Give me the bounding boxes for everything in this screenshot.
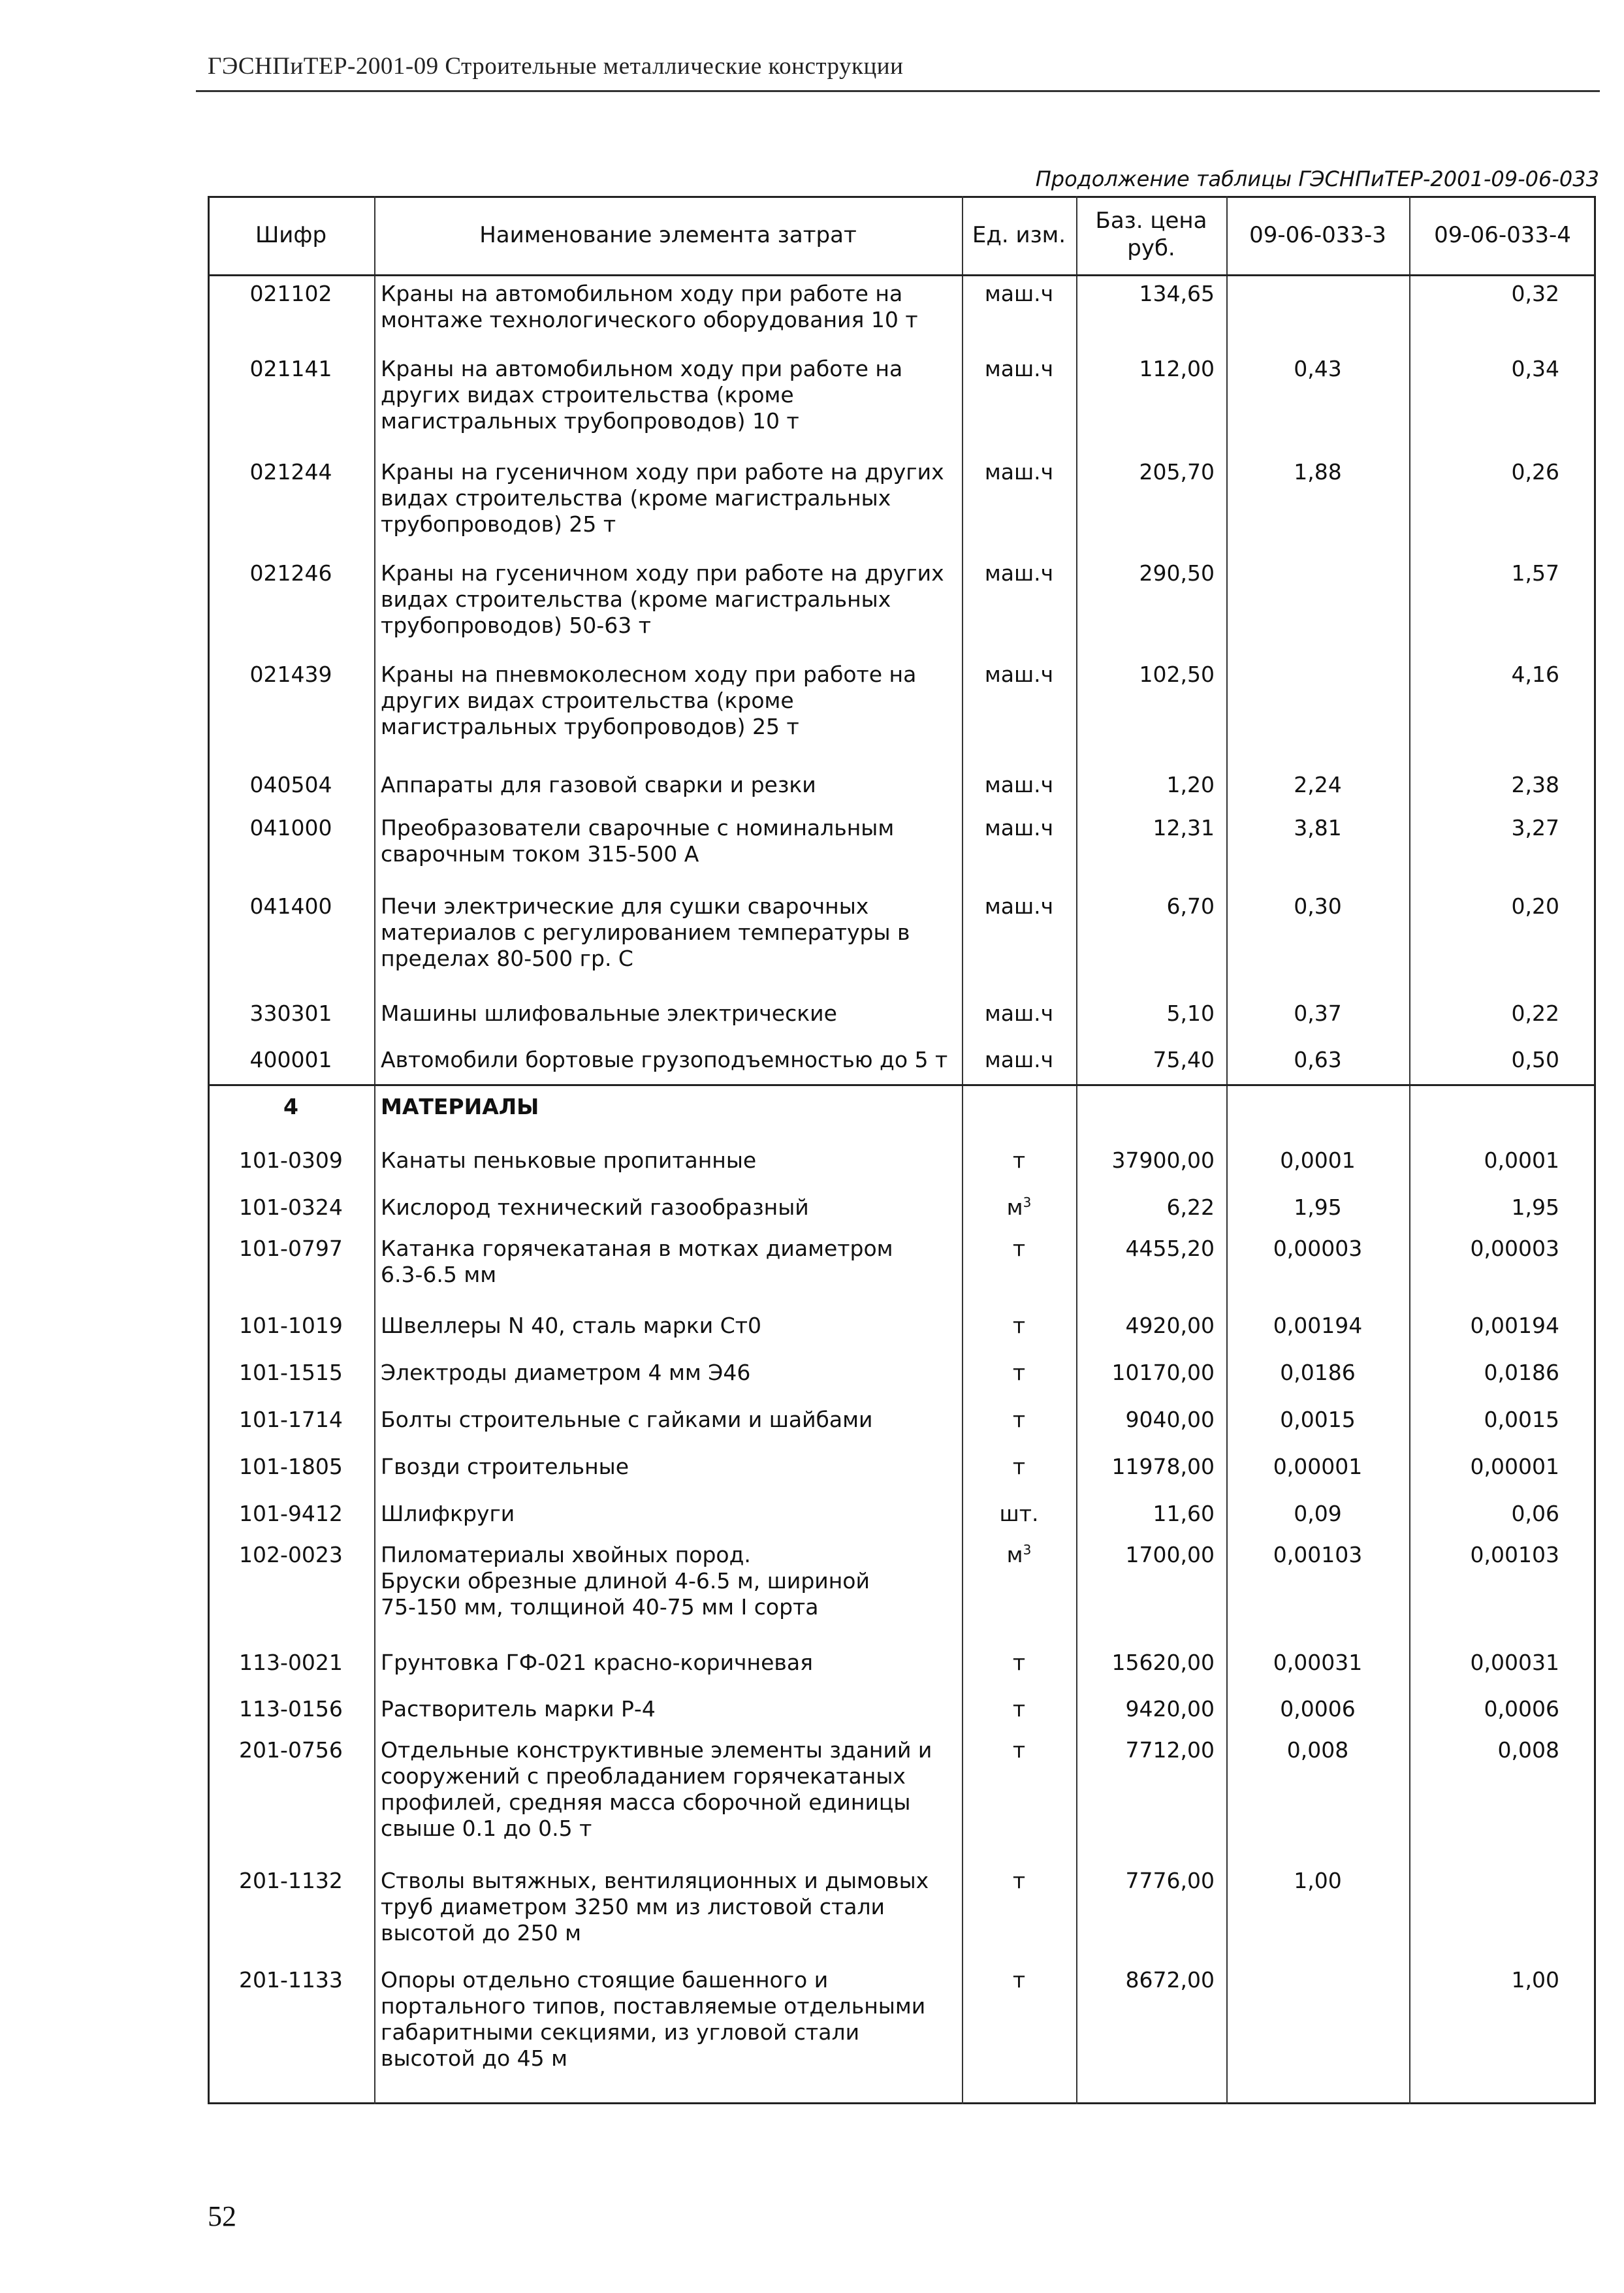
row-code: 113-0021 <box>239 1650 343 1675</box>
row-base-price: 7712,00 <box>1125 1737 1215 1763</box>
row-unit: маш.ч <box>984 815 1054 841</box>
row-value-09-06-033-3: 0,09 <box>1294 1501 1342 1526</box>
row-unit: т <box>1012 1737 1026 1763</box>
row-name: Преобразователи сварочные с номинальным сварочным током 315-500 А <box>381 815 895 867</box>
row-code: 101-9412 <box>239 1501 343 1526</box>
row-name: Аппараты для газовой сварки и резки <box>381 772 816 797</box>
row-base-price: 15620,00 <box>1111 1650 1215 1675</box>
row-base-price: 134,65 <box>1139 281 1215 306</box>
row-base-price: 5,10 <box>1166 1001 1215 1026</box>
row-name: Растворитель марки Р-4 <box>381 1696 656 1722</box>
row-code: 101-1714 <box>239 1407 343 1432</box>
row-unit: маш.ч <box>984 1047 1054 1072</box>
header-rule <box>196 90 1600 92</box>
row-unit: т <box>1012 1696 1026 1722</box>
row-code: 021141 <box>249 356 332 381</box>
row-unit: маш.ч <box>984 772 1054 797</box>
row-value-09-06-033-3: 0,0186 <box>1280 1360 1356 1385</box>
col-header-name: Наименование элемента затрат <box>479 222 857 248</box>
row-value-09-06-033-4: 0,20 <box>1511 893 1559 919</box>
row-value-09-06-033-4: 0,0186 <box>1484 1360 1559 1385</box>
row-base-price: 12,31 <box>1153 815 1215 841</box>
col-header-09-06-033-3: 09-06-033-3 <box>1249 222 1386 248</box>
row-value-09-06-033-3: 1,95 <box>1294 1195 1342 1220</box>
row-value-09-06-033-3: 1,88 <box>1294 459 1342 485</box>
running-header: ГЭСНПиТЕР-2001-09 Строительные металлические конструкции <box>208 53 904 80</box>
row-base-price: 112,00 <box>1139 356 1215 381</box>
row-code: 102-0023 <box>239 1542 343 1567</box>
unit-superscript: 3 <box>1023 1195 1032 1210</box>
row-value-09-06-033-3: 0,008 <box>1286 1737 1349 1763</box>
row-value-09-06-033-3: 1,00 <box>1294 1868 1342 1893</box>
row-unit: т <box>1012 1650 1026 1675</box>
row-value-09-06-033-4: 0,34 <box>1511 356 1559 381</box>
row-unit: т <box>1012 1313 1026 1338</box>
row-code: 041400 <box>249 893 332 919</box>
row-code: 330301 <box>249 1001 332 1026</box>
row-unit: т <box>1012 1236 1026 1261</box>
row-value-09-06-033-3: 0,00003 <box>1273 1236 1363 1261</box>
row-unit: маш.ч <box>984 893 1054 919</box>
row-name: Кислород технический газообразный <box>381 1195 809 1220</box>
page-number: 52 <box>208 2200 236 2232</box>
row-base-price: 4455,20 <box>1125 1236 1215 1261</box>
row-code: 041000 <box>249 815 332 841</box>
row-value-09-06-033-4: 3,27 <box>1511 815 1559 841</box>
row-name: Гвозди строительные <box>381 1454 629 1479</box>
row-value-09-06-033-3: 0,0015 <box>1280 1407 1356 1432</box>
row-value-09-06-033-3: 3,81 <box>1294 815 1342 841</box>
row-unit: маш.ч <box>984 560 1054 586</box>
section-divider <box>208 1084 1596 1086</box>
row-value-09-06-033-3: 0,00194 <box>1273 1313 1363 1338</box>
row-unit: маш.ч <box>984 459 1054 485</box>
row-value-09-06-033-4: 0,22 <box>1511 1001 1559 1026</box>
row-value-09-06-033-4: 2,38 <box>1511 772 1559 797</box>
row-value-09-06-033-4: 0,0015 <box>1484 1407 1559 1432</box>
row-name: Краны на гусеничном ходу при работе на других видах строительства (кроме магистральных трубопроводов) 25 т <box>381 459 944 537</box>
row-base-price: 4920,00 <box>1125 1313 1215 1338</box>
row-value-09-06-033-3: 0,30 <box>1294 893 1342 919</box>
row-value-09-06-033-4: 1,00 <box>1511 1967 1559 1993</box>
row-value-09-06-033-3: 0,00103 <box>1273 1542 1363 1567</box>
row-value-09-06-033-4: 0,0001 <box>1484 1147 1559 1173</box>
row-value-09-06-033-3: 2,24 <box>1294 772 1342 797</box>
row-base-price: 205,70 <box>1139 459 1215 485</box>
row-code: 021244 <box>249 459 332 485</box>
row-code: 201-1133 <box>239 1967 343 1993</box>
row-name: Катанка горячекатаная в мотках диаметром 6.3-6.5 мм <box>381 1236 893 1287</box>
section-number: 4 <box>283 1094 298 1119</box>
row-base-price: 6,22 <box>1166 1195 1215 1220</box>
row-code: 101-1805 <box>239 1454 343 1479</box>
row-name: Краны на гусеничном ходу при работе на других видах строительства (кроме магистральных трубопроводов) 50-63 т <box>381 560 944 638</box>
row-name: Шлифкруги <box>381 1501 515 1526</box>
row-code: 101-0797 <box>239 1236 343 1261</box>
row-code: 021439 <box>249 662 332 687</box>
row-unit: т <box>1012 1868 1026 1893</box>
row-value-09-06-033-4: 0,00103 <box>1470 1542 1559 1567</box>
row-code: 201-1132 <box>239 1868 343 1893</box>
row-unit: т <box>1012 1967 1026 1993</box>
col-header-code: Шифр <box>255 222 327 248</box>
row-base-price: 10170,00 <box>1111 1360 1215 1385</box>
row-value-09-06-033-4: 0,06 <box>1511 1501 1559 1526</box>
header-row-divider <box>208 274 1596 276</box>
row-unit: т <box>1012 1407 1026 1432</box>
column-divider <box>374 196 375 2104</box>
section-title: МАТЕРИАЛЫ <box>381 1094 539 1119</box>
row-base-price: 1,20 <box>1166 772 1215 797</box>
row-name: Стволы вытяжных, вентиляционных и дымовых труб диаметром 3250 мм из листовой стали высотой до 250 м <box>381 1868 929 1946</box>
row-base-price: 9040,00 <box>1125 1407 1215 1432</box>
row-name: Машины шлифовальные электрические <box>381 1001 837 1026</box>
row-base-price: 75,40 <box>1153 1047 1215 1072</box>
row-unit: $м^3$ <box>1006 1195 1032 1220</box>
row-base-price: 290,50 <box>1139 560 1215 586</box>
row-base-price: 1700,00 <box>1125 1542 1215 1567</box>
row-value-09-06-033-3: 0,0001 <box>1280 1147 1356 1173</box>
row-code: 101-1515 <box>239 1360 343 1385</box>
row-value-09-06-033-4: 0,26 <box>1511 459 1559 485</box>
table-caption: Продолжение таблицы ГЭСНПиТЕР-2001-09-06-033 <box>1035 167 1599 191</box>
row-unit: маш.ч <box>984 281 1054 306</box>
col-header-unit: Ед. изм. <box>972 222 1066 248</box>
row-name: Отдельные конструктивные элементы зданий и сооружений с преобладанием горячекатаных профилей, средняя масса сборочной единицы свыше 0.1 до 0.5 т <box>381 1737 932 1841</box>
row-code: 101-0324 <box>239 1195 343 1220</box>
row-code: 101-1019 <box>239 1313 343 1338</box>
row-base-price: 11978,00 <box>1111 1454 1215 1479</box>
row-code: 113-0156 <box>239 1696 343 1722</box>
row-base-price: 37900,00 <box>1111 1147 1215 1173</box>
row-value-09-06-033-4: 4,16 <box>1511 662 1559 687</box>
row-name: Грунтовка ГФ-021 красно-коричневая <box>381 1650 813 1675</box>
row-name: Электроды диаметром 4 мм Э46 <box>381 1360 751 1385</box>
row-value-09-06-033-3: 0,0006 <box>1280 1696 1356 1722</box>
row-value-09-06-033-3: 0,43 <box>1294 356 1342 381</box>
row-name: Краны на автомобильном ходу при работе на других видах строительства (кроме магистральных трубопроводов) 10 т <box>381 356 903 434</box>
row-value-09-06-033-4: 0,008 <box>1497 1737 1559 1763</box>
row-name: Болты строительные с гайками и шайбами <box>381 1407 873 1432</box>
row-code: 400001 <box>249 1047 332 1072</box>
row-unit: т <box>1012 1454 1026 1479</box>
row-base-price: 11,60 <box>1153 1501 1215 1526</box>
col-header-price-unit: руб. <box>1127 235 1175 261</box>
row-value-09-06-033-4: 0,00003 <box>1470 1236 1559 1261</box>
row-name: Пиломатериалы хвойных пород. Бруски обрезные длиной 4-6.5 м, шириной 75-150 мм, толщиной 40-75 мм I сорта <box>381 1542 870 1620</box>
row-unit: т <box>1012 1360 1026 1385</box>
row-unit: т <box>1012 1147 1026 1173</box>
col-header-price: Баз. цена <box>1095 208 1207 234</box>
row-base-price: 7776,00 <box>1125 1868 1215 1893</box>
row-value-09-06-033-4: 0,0006 <box>1484 1696 1559 1722</box>
row-value-09-06-033-4: 0,50 <box>1511 1047 1559 1072</box>
col-header-09-06-033-4: 09-06-033-4 <box>1434 222 1571 248</box>
row-name: Печи электрические для сушки сварочных материалов с регулированием температуры в пределах 80-500 гр. С <box>381 893 910 971</box>
row-code: 021102 <box>249 281 332 306</box>
row-name: Автомобили бортовые грузоподъемностью до 5 т <box>381 1047 948 1072</box>
row-name: Краны на пневмоколесном ходу при работе на других видах строительства (кроме магистральных трубопроводов) 25 т <box>381 662 917 739</box>
row-value-09-06-033-4: 0,00031 <box>1470 1650 1559 1675</box>
row-code: 101-0309 <box>239 1147 343 1173</box>
row-name: Краны на автомобильном ходу при работе на монтаже технологического оборудования 10 т <box>381 281 918 332</box>
row-value-09-06-033-4: 1,95 <box>1511 1195 1559 1220</box>
row-name: Канаты пеньковые пропитанные <box>381 1147 757 1173</box>
row-value-09-06-033-3: 0,00031 <box>1273 1650 1363 1675</box>
row-base-price: 102,50 <box>1139 662 1215 687</box>
row-code: 201-0756 <box>239 1737 343 1763</box>
row-value-09-06-033-4: 0,32 <box>1511 281 1559 306</box>
row-value-09-06-033-4: 0,00194 <box>1470 1313 1559 1338</box>
row-name: Швеллеры N 40, сталь марки Ст0 <box>381 1313 761 1338</box>
row-unit: маш.ч <box>984 356 1054 381</box>
row-value-09-06-033-4: 0,00001 <box>1470 1454 1559 1479</box>
row-value-09-06-033-3: 0,37 <box>1294 1001 1342 1026</box>
row-value-09-06-033-3: 0,00001 <box>1273 1454 1363 1479</box>
row-code: 040504 <box>249 772 332 797</box>
row-unit: маш.ч <box>984 662 1054 687</box>
row-base-price: 9420,00 <box>1125 1696 1215 1722</box>
row-value-09-06-033-4: 1,57 <box>1511 560 1559 586</box>
row-unit: маш.ч <box>984 1001 1054 1026</box>
row-base-price: 8672,00 <box>1125 1967 1215 1993</box>
unit-superscript: 3 <box>1023 1542 1032 1558</box>
row-value-09-06-033-3: 0,63 <box>1294 1047 1342 1072</box>
row-base-price: 6,70 <box>1166 893 1215 919</box>
row-unit: $м^3$ <box>1006 1542 1032 1567</box>
row-code: 021246 <box>249 560 332 586</box>
row-unit: шт. <box>999 1501 1039 1526</box>
row-name: Опоры отдельно стоящие башенного и портального типов, поставляемые отдельными габаритными секциями, из угловой стали высотой до 45 м <box>381 1967 926 2071</box>
